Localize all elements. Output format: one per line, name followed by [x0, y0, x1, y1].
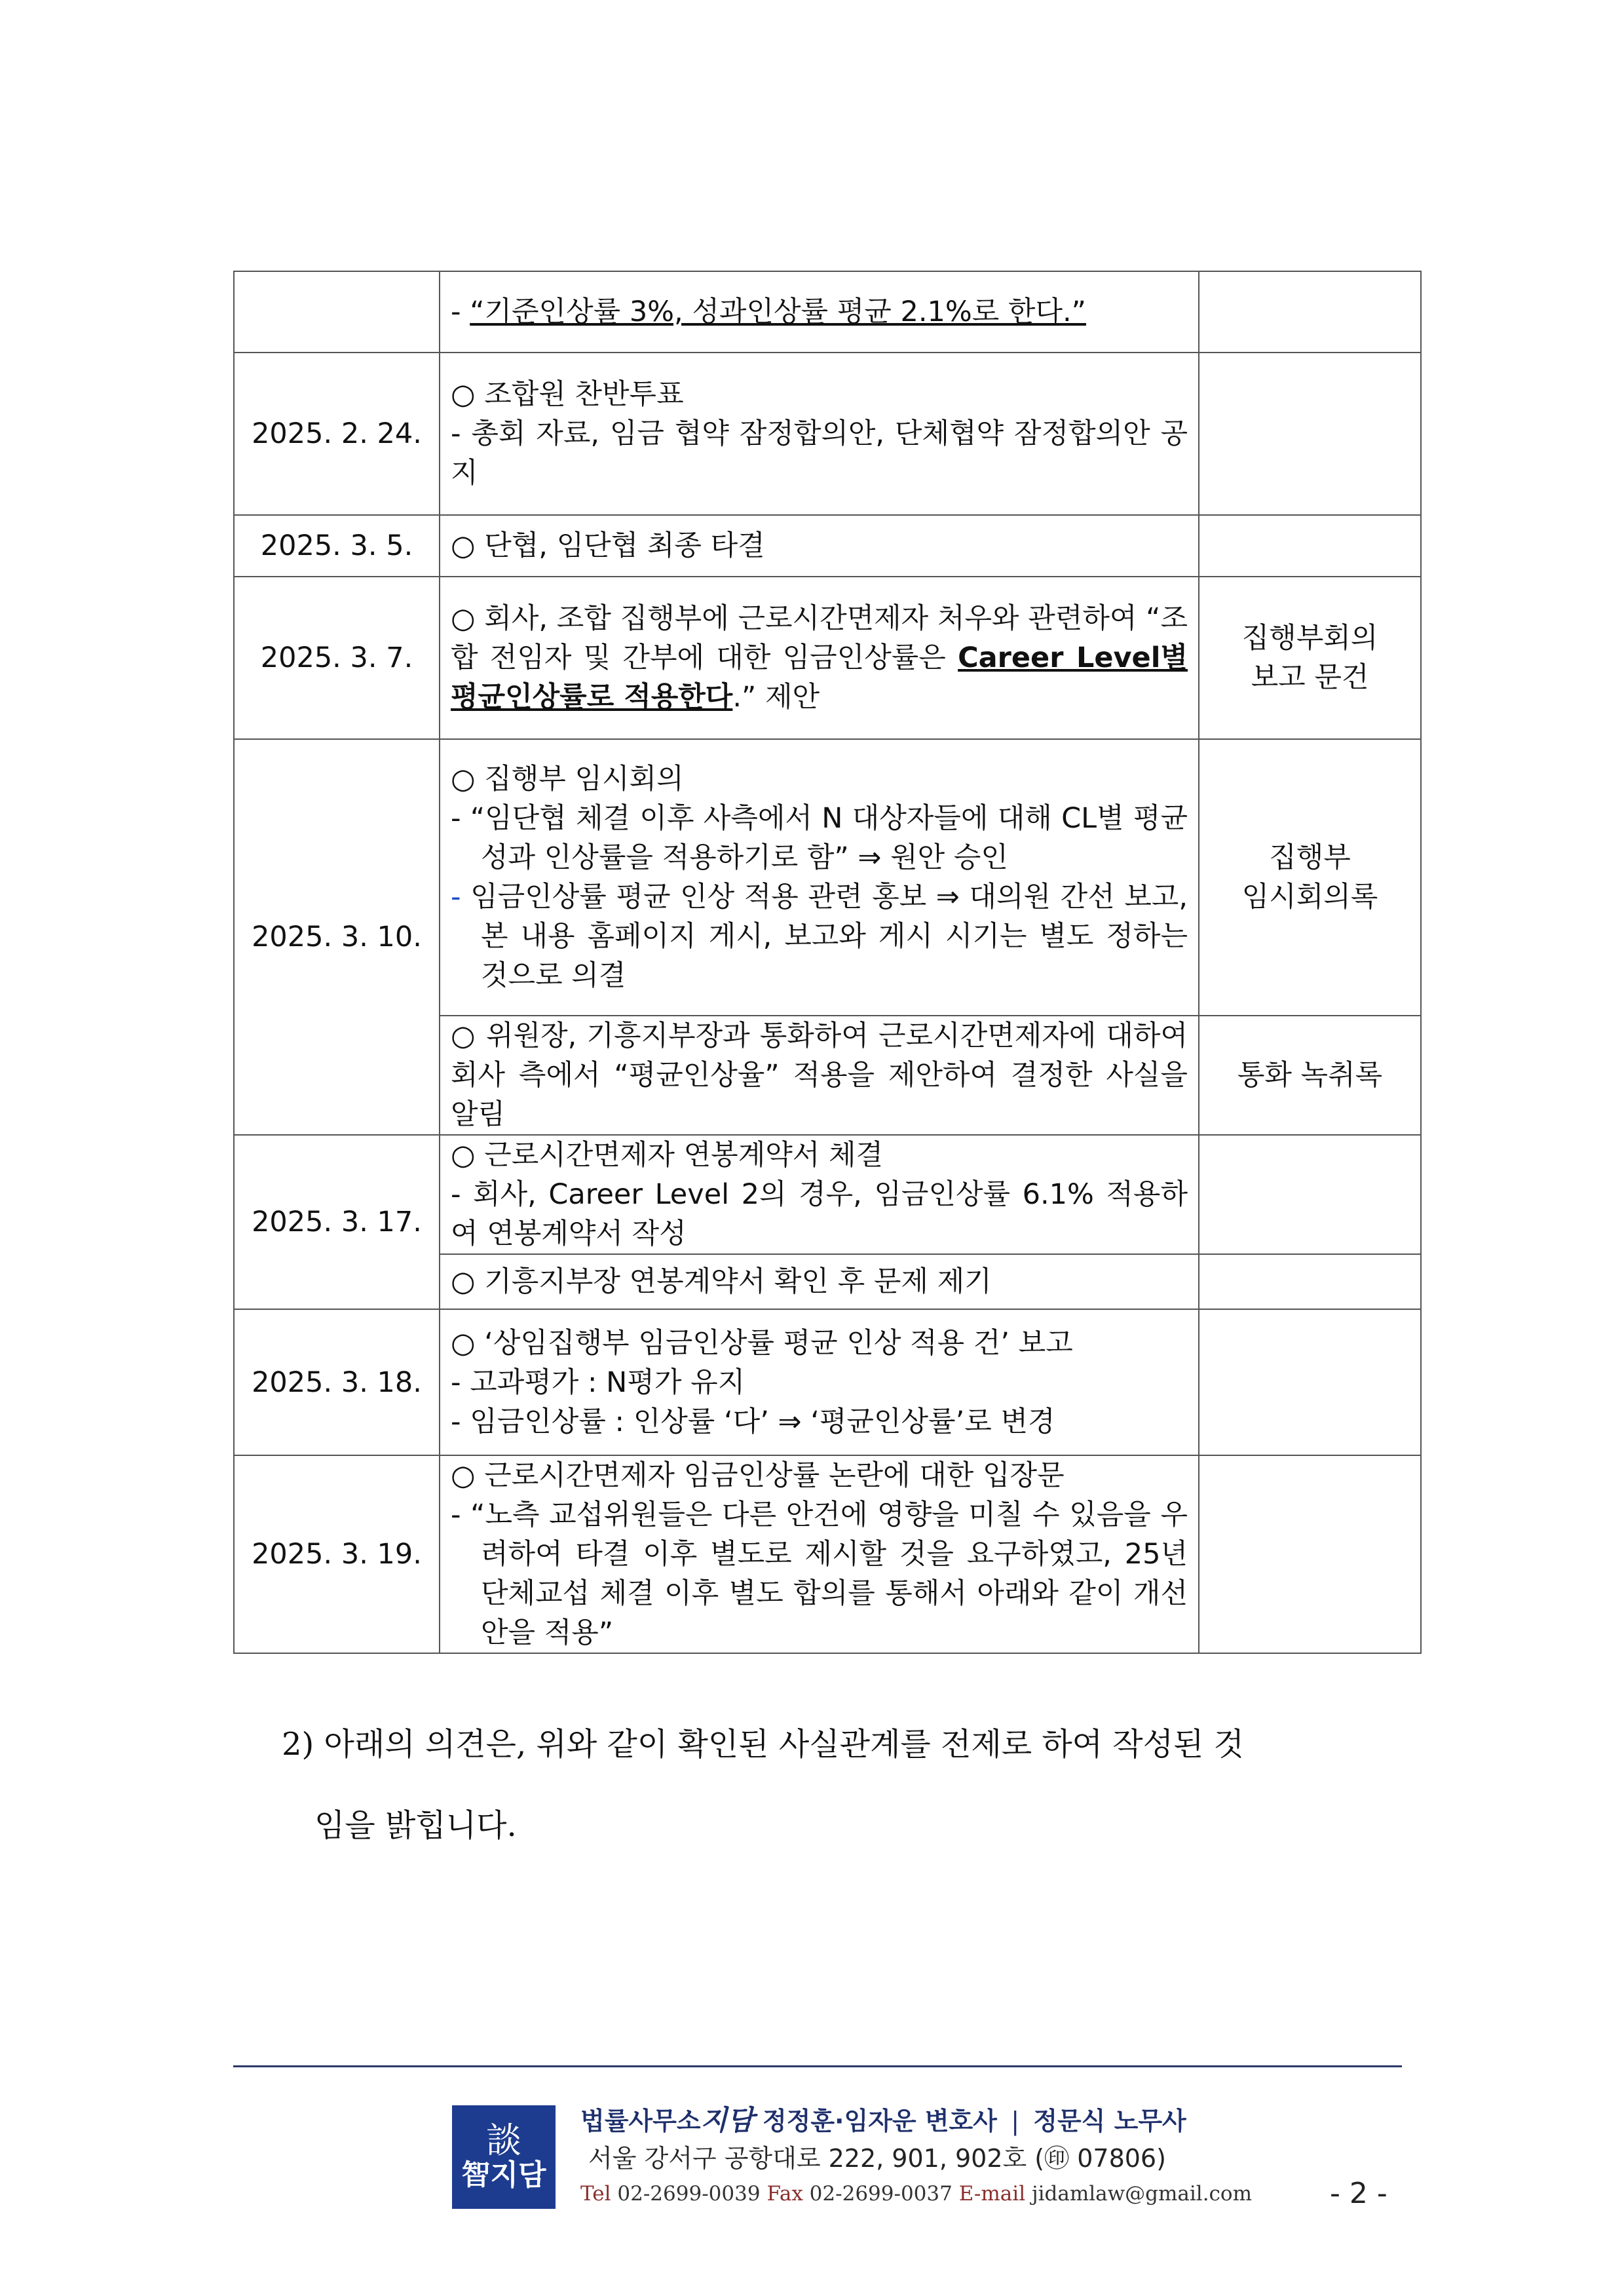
- reference-cell: [1199, 1309, 1421, 1455]
- reference-cell: 집행부회의 보고 문건: [1199, 577, 1421, 739]
- reference-cell: [1199, 353, 1421, 515]
- page-number: - 2 -: [1330, 2177, 1388, 2210]
- table-row: [234, 353, 1421, 515]
- firm-name-line: 법률사무소지담 정정훈·임자운 변호사 | 정문식 노무사: [580, 2104, 1186, 2136]
- table-row: [234, 1455, 1421, 1653]
- firm-contact: Tel 02-2699-0039 Fax 02-2699-0037 E-mail jidamlaw@gmail.com: [580, 2182, 1252, 2206]
- firm-address: 서울 강서구 공항대로 222, 901, 902호 (㊞ 07806): [588, 2144, 1166, 2173]
- content-cell: ○ 근로시간면제자 임금인상률 논란에 대한 입장문 - “노측 교섭위원들은 다른 안건에 영향을 미칠 수 있음을 우려하여 타결 이후 별도로 제시할 것을 요구하였고, 25년 단체교섭 체결 이후 별도 합의를 통해서 아래와 같이 개선안을 적용”: [440, 1455, 1199, 1653]
- content-cell: - “기준인상률 3%, 성과인상률 평균 2.1%로 한다.”: [440, 271, 1199, 353]
- date-cell: 2025. 3. 5.: [234, 515, 440, 577]
- reference-cell: 집행부 임시회의록: [1199, 739, 1421, 1016]
- reference-cell: [1199, 1254, 1421, 1309]
- reference-cell: [1199, 1455, 1421, 1653]
- date-cell: 2025. 3. 7.: [234, 577, 440, 739]
- footer-info: [580, 2102, 1252, 2210]
- table-row: [234, 271, 1421, 353]
- table-row: [234, 1135, 1421, 1254]
- content-cell: ○ 단협, 임단협 최종 타결: [440, 515, 1199, 577]
- table-row: [234, 1309, 1421, 1455]
- reference-cell: [1199, 271, 1421, 353]
- content-cell: ○ 위원장, 기흥지부장과 통화하여 근로시간면제자에 대하여 회사 측에서 “평균인상율” 적용을 제안하여 결정한 사실을 알림: [440, 1016, 1199, 1135]
- table-row: [234, 577, 1421, 739]
- content-cell: ○ ‘상임집행부 임금인상률 평균 인상 적용 건’ 보고 - 고과평가 : N평가 유지 - 임금인상률 : 인상률 ‘다’ ⇒ ‘평균인상률’로 변경: [440, 1309, 1199, 1455]
- date-cell: 2025. 3. 18.: [234, 1309, 440, 1455]
- blue-dash-marker: -: [451, 881, 461, 913]
- opinion-paragraph: 2) 아래의 의견은, 위와 같이 확인된 사실관계를 전제로 하여 작성된 것 임을 밝힙니다.: [282, 1726, 1245, 1844]
- reference-cell: [1199, 1135, 1421, 1254]
- content-cell: ○ 기흥지부장 연봉계약서 확인 후 문제 제기: [440, 1254, 1199, 1309]
- timeline-table: [233, 271, 1422, 1654]
- footer-divider: [233, 2065, 1402, 2067]
- reference-cell: [1199, 515, 1421, 577]
- date-cell: 2025. 3. 19.: [234, 1455, 440, 1653]
- content-cell: ○ 집행부 임시회의 - “임단협 체결 이후 사측에서 N 대상자들에 대해 CL별 평균 성과 인상률을 적용하기로 함” ⇒ 원안 승인 - 임금인상률 평균 인상 적용 관련 홍보 ⇒ 대의원 간선 보고, 본 내용 홈페이지 게시, 보고와 게시 시기는 별도 정하는 것으로 의결: [440, 739, 1199, 1016]
- reference-cell: 통화 녹취록: [1199, 1016, 1421, 1135]
- content-cell: ○ 근로시간면제자 연봉계약서 체결 - 회사, Career Level 2의 경우, 임금인상률 6.1% 적용하여 연봉계약서 작성: [440, 1135, 1199, 1254]
- firm-brand: 지담: [700, 2104, 754, 2136]
- law-firm-logo: 談 智지담: [452, 2105, 556, 2209]
- table-row: [234, 739, 1421, 1016]
- content-cell: ○ 조합원 찬반투표 - 총회 자료, 임금 협약 잠정합의안, 단체협약 잠정합의안 공지: [440, 353, 1199, 515]
- date-cell: 2025. 2. 24.: [234, 353, 440, 515]
- date-cell: 2025. 3. 17.: [234, 1135, 440, 1309]
- email-link[interactable]: jidamlaw@gmail.com: [1031, 2182, 1252, 2206]
- underlined-quote: “기준인상률 3%, 성과인상률 평균 2.1%로 한다.”: [470, 296, 1086, 328]
- date-cell: [234, 271, 440, 353]
- content-cell: ○ 회사, 조합 집행부에 근로시간면제자 처우와 관련하여 “조합 전임자 및 간부에 대한 임금인상률은 Career Level별 평균인상률로 적용한다.” 제안: [440, 577, 1199, 739]
- date-cell: 2025. 3. 10.: [234, 739, 440, 1135]
- emphasized-text: Career Level별 평균인상률로 적용한다: [451, 641, 1188, 714]
- table-row: [234, 515, 1421, 577]
